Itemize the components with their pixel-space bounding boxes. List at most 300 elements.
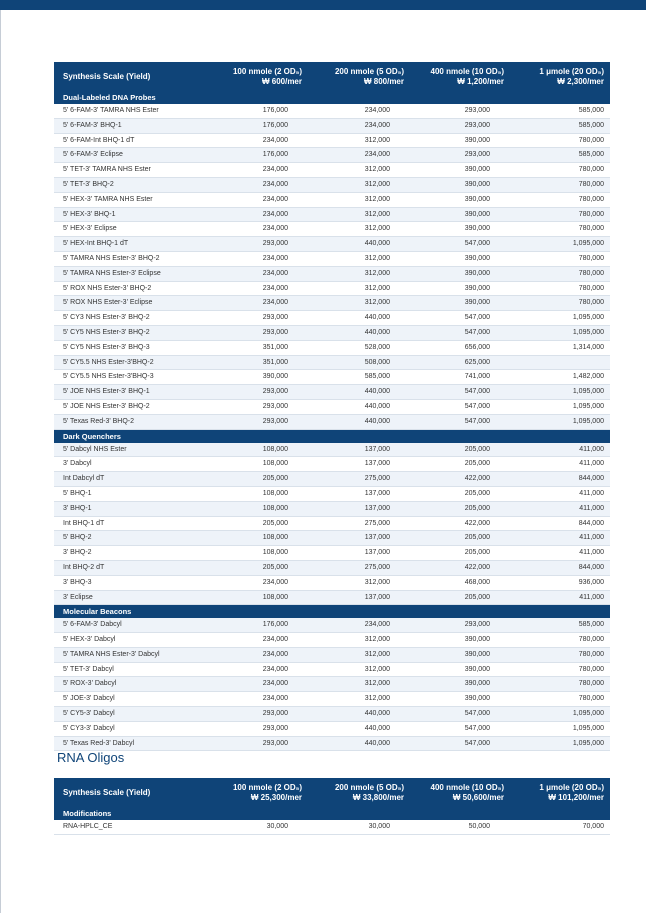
price-cell: 312,000 <box>308 692 410 707</box>
price-cell: 137,000 <box>308 531 410 546</box>
product-name-cell: 5' JOE NHS Ester-3' BHQ-2 <box>54 399 208 414</box>
price-cell: 780,000 <box>510 133 610 148</box>
price-cell: 411,000 <box>510 486 610 501</box>
table-row <box>54 486 610 501</box>
table-row <box>54 618 610 632</box>
price-cell: 293,000 <box>208 707 308 722</box>
price-cell: 234,000 <box>308 618 410 632</box>
header-price-label: ₩ 1,200/mer <box>457 76 504 86</box>
price-cell: 1,095,000 <box>510 414 610 429</box>
price-cell: 234,000 <box>208 677 308 692</box>
price-cell: 547,000 <box>410 385 510 400</box>
rna-oligos-heading: RNA Oligos <box>57 750 125 765</box>
price-cell: 234,000 <box>208 222 308 237</box>
header-price-label: ₩ 33,800/mer <box>352 792 404 802</box>
table-row <box>54 385 610 400</box>
price-cell: 585,000 <box>510 104 610 118</box>
price-cell: 390,000 <box>410 222 510 237</box>
product-name-cell: 3' Eclipse <box>54 590 208 605</box>
price-cell: 293,000 <box>410 104 510 118</box>
header-price-label: ₩ 50,600/mer <box>452 792 504 802</box>
table-row <box>54 104 610 118</box>
price-cell: 547,000 <box>410 414 510 429</box>
price-cell: 780,000 <box>510 281 610 296</box>
price-cell: 440,000 <box>308 736 410 751</box>
price-cell: 508,000 <box>308 355 410 370</box>
product-name-cell: 3' BHQ-2 <box>54 546 208 561</box>
price-cell: 293,000 <box>208 237 308 252</box>
price-cell: 205,000 <box>410 531 510 546</box>
price-cell: 312,000 <box>308 647 410 662</box>
header-100-nmole <box>208 62 308 91</box>
price-cell: 780,000 <box>510 192 610 207</box>
price-cell: 1,095,000 <box>510 721 610 736</box>
product-name-cell: Int BHQ-2 dT <box>54 560 208 575</box>
header-1-umole <box>510 62 610 91</box>
price-cell: 440,000 <box>308 414 410 429</box>
price-cell: 108,000 <box>208 531 308 546</box>
table-row <box>54 296 610 311</box>
price-cell: 137,000 <box>308 546 410 561</box>
price-cell: 411,000 <box>510 590 610 605</box>
price-cell: 312,000 <box>308 192 410 207</box>
price-cell: 390,000 <box>410 633 510 648</box>
product-name-cell: 5' Dabcyl NHS Ester <box>54 443 208 457</box>
price-cell: 137,000 <box>308 443 410 457</box>
product-name-cell: 3' BHQ-1 <box>54 501 208 516</box>
table-row <box>54 443 610 457</box>
dna-probe-price-table <box>54 62 610 751</box>
product-name-cell: 5' TET-3' TAMRA NHS Ester <box>54 163 208 178</box>
table-row <box>54 251 610 266</box>
price-cell: 411,000 <box>510 546 610 561</box>
product-name-cell: 3' BHQ-3 <box>54 575 208 590</box>
price-cell: 585,000 <box>308 370 410 385</box>
price-cell: 205,000 <box>208 560 308 575</box>
header-400-nmole <box>410 778 510 807</box>
price-cell: 293,000 <box>410 118 510 133</box>
price-cell: 1,314,000 <box>510 340 610 355</box>
price-cell: 1,095,000 <box>510 707 610 722</box>
price-cell: 137,000 <box>308 457 410 472</box>
price-cell: 234,000 <box>308 148 410 163</box>
table-row <box>54 707 610 722</box>
price-cell: 390,000 <box>410 266 510 281</box>
table-row <box>54 237 610 252</box>
product-name-cell: 5' 6-FAM-3' Eclipse <box>54 148 208 163</box>
rna-oligo-table-body <box>54 807 610 834</box>
table-row <box>54 662 610 677</box>
product-name-cell: 5' BHQ-2 <box>54 531 208 546</box>
price-cell: 293,000 <box>208 325 308 340</box>
price-cell: 205,000 <box>208 516 308 531</box>
product-name-cell: 5' CY3 NHS Ester-3' BHQ-2 <box>54 311 208 326</box>
table-row <box>54 177 610 192</box>
price-cell: 234,000 <box>208 133 308 148</box>
price-cell: 780,000 <box>510 266 610 281</box>
price-cell: 585,000 <box>510 618 610 632</box>
table-row <box>54 531 610 546</box>
price-cell: 390,000 <box>410 133 510 148</box>
price-cell: 547,000 <box>410 707 510 722</box>
section-header-row <box>54 429 610 443</box>
table-row <box>54 590 610 605</box>
price-cell: 108,000 <box>208 590 308 605</box>
table-row <box>54 647 610 662</box>
price-cell: 351,000 <box>208 355 308 370</box>
price-cell: 780,000 <box>510 207 610 222</box>
price-cell: 137,000 <box>308 590 410 605</box>
price-cell: 440,000 <box>308 237 410 252</box>
price-cell: 312,000 <box>308 633 410 648</box>
price-cell: 656,000 <box>410 340 510 355</box>
table-row <box>54 516 610 531</box>
price-cell: 293,000 <box>208 414 308 429</box>
price-cell: 440,000 <box>308 325 410 340</box>
product-name-cell: 5' Texas Red-3' Dabcyl <box>54 736 208 751</box>
table-row <box>54 633 610 648</box>
product-name-cell: 5' HEX-3' Eclipse <box>54 222 208 237</box>
section-title: Dark Quenchers <box>54 429 610 443</box>
price-cell: 390,000 <box>410 692 510 707</box>
header-scale-label: 200 nmole (5 OD₅) <box>334 66 404 76</box>
price-cell: 411,000 <box>510 501 610 516</box>
product-name-cell: 5' JOE NHS Ester-3' BHQ-1 <box>54 385 208 400</box>
price-cell: 293,000 <box>208 721 308 736</box>
price-cell: 390,000 <box>410 296 510 311</box>
table-row <box>54 721 610 736</box>
price-cell: 137,000 <box>308 501 410 516</box>
price-cell: 108,000 <box>208 457 308 472</box>
product-name-cell: 5' TAMRA NHS Ester-3' Eclipse <box>54 266 208 281</box>
price-cell: 205,000 <box>410 590 510 605</box>
header-scale-label: 100 nmole (2 OD₅) <box>232 66 302 76</box>
section-title: Modifications <box>54 807 610 820</box>
price-cell: 547,000 <box>410 237 510 252</box>
price-cell: 234,000 <box>208 207 308 222</box>
price-cell: 50,000 <box>410 820 510 834</box>
price-cell: 312,000 <box>308 222 410 237</box>
price-cell: 585,000 <box>510 148 610 163</box>
product-name-cell: 5' ROX NHS Ester-3' Eclipse <box>54 296 208 311</box>
price-cell: 440,000 <box>308 385 410 400</box>
price-cell: 293,000 <box>208 311 308 326</box>
table-row <box>54 457 610 472</box>
price-cell: 844,000 <box>510 516 610 531</box>
header-price-label: ₩ 800/mer <box>363 76 404 86</box>
price-cell: 741,000 <box>410 370 510 385</box>
price-cell: 780,000 <box>510 647 610 662</box>
price-cell: 234,000 <box>308 104 410 118</box>
header-scale-label: 200 nmole (5 OD₅) <box>334 782 404 792</box>
price-cell: 411,000 <box>510 457 610 472</box>
table-row <box>54 163 610 178</box>
price-cell: 312,000 <box>308 177 410 192</box>
product-name-cell: 5' Texas Red-3' BHQ-2 <box>54 414 208 429</box>
section-title: Molecular Beacons <box>54 605 610 619</box>
price-cell: 390,000 <box>410 662 510 677</box>
product-name-cell: 5' HEX-3' Dabcyl <box>54 633 208 648</box>
table-header-row <box>54 778 610 807</box>
price-cell: 176,000 <box>208 148 308 163</box>
price-cell: 440,000 <box>308 399 410 414</box>
product-name-cell: 5' BHQ-1 <box>54 486 208 501</box>
price-cell: 137,000 <box>308 486 410 501</box>
price-cell: 293,000 <box>208 736 308 751</box>
price-cell: 234,000 <box>208 266 308 281</box>
table-row <box>54 399 610 414</box>
price-cell: 312,000 <box>308 281 410 296</box>
price-cell: 275,000 <box>308 516 410 531</box>
product-name-cell: 5' CY5 NHS Ester-3' BHQ-2 <box>54 325 208 340</box>
price-cell: 312,000 <box>308 296 410 311</box>
price-cell: 234,000 <box>208 575 308 590</box>
product-name-cell: 3' Dabcyl <box>54 457 208 472</box>
price-cell: 440,000 <box>308 311 410 326</box>
price-cell: 547,000 <box>410 311 510 326</box>
price-cell: 844,000 <box>510 560 610 575</box>
price-cell: 234,000 <box>208 281 308 296</box>
table-row <box>54 546 610 561</box>
table-row <box>54 266 610 281</box>
price-cell: 234,000 <box>208 296 308 311</box>
price-cell: 780,000 <box>510 692 610 707</box>
price-cell: 234,000 <box>208 177 308 192</box>
price-cell: 390,000 <box>410 207 510 222</box>
table-header-row <box>54 62 610 91</box>
price-cell: 844,000 <box>510 472 610 487</box>
price-cell: 440,000 <box>308 707 410 722</box>
header-200-nmole <box>308 62 410 91</box>
price-cell: 176,000 <box>208 118 308 133</box>
price-cell: 547,000 <box>410 721 510 736</box>
price-cell: 1,482,000 <box>510 370 610 385</box>
price-cell: 30,000 <box>308 820 410 834</box>
price-cell: 234,000 <box>208 633 308 648</box>
price-cell: 1,095,000 <box>510 399 610 414</box>
product-name-cell: 5' CY5 NHS Ester-3' BHQ-3 <box>54 340 208 355</box>
product-name-cell: 5' TAMRA NHS Ester-3' Dabcyl <box>54 647 208 662</box>
header-200-nmole <box>308 778 410 807</box>
table-row <box>54 340 610 355</box>
header-scale-label: 1 μmole (20 OD₅) <box>539 66 604 76</box>
price-cell: 1,095,000 <box>510 325 610 340</box>
price-cell: 390,000 <box>410 647 510 662</box>
product-name-cell: 5' ROX-3' Dabcyl <box>54 677 208 692</box>
price-cell: 351,000 <box>208 340 308 355</box>
price-cell: 234,000 <box>208 662 308 677</box>
price-cell: 1,095,000 <box>510 736 610 751</box>
product-name-cell: Int BHQ-1 dT <box>54 516 208 531</box>
table-row <box>54 560 610 575</box>
price-cell: 312,000 <box>308 251 410 266</box>
price-cell: 780,000 <box>510 177 610 192</box>
price-cell: 1,095,000 <box>510 237 610 252</box>
price-cell: 312,000 <box>308 133 410 148</box>
table-row <box>54 207 610 222</box>
price-cell: 936,000 <box>510 575 610 590</box>
price-cell: 780,000 <box>510 633 610 648</box>
price-cell: 1,095,000 <box>510 311 610 326</box>
table-row <box>54 575 610 590</box>
section-header-row <box>54 91 610 104</box>
product-name-cell: 5' 6-FAM-3' Dabcyl <box>54 618 208 632</box>
header-scale-label: 100 nmole (2 OD₅) <box>232 782 302 792</box>
price-cell: 422,000 <box>410 516 510 531</box>
header-scale-label: 400 nmole (10 OD₅) <box>430 66 504 76</box>
price-cell: 205,000 <box>410 546 510 561</box>
price-cell: 312,000 <box>308 163 410 178</box>
price-cell: 625,000 <box>410 355 510 370</box>
price-cell: 312,000 <box>308 266 410 281</box>
price-cell: 547,000 <box>410 325 510 340</box>
price-cell: 108,000 <box>208 443 308 457</box>
price-cell: 234,000 <box>208 163 308 178</box>
header-scale-label: 400 nmole (10 OD₅) <box>430 782 504 792</box>
product-name-cell: 5' CY5.5 NHS Ester-3'BHQ-2 <box>54 355 208 370</box>
header-scale-label: 1 μmole (20 OD₅) <box>539 782 604 792</box>
table-row <box>54 736 610 751</box>
table-row <box>54 370 610 385</box>
table-row <box>54 133 610 148</box>
price-cell: 312,000 <box>308 677 410 692</box>
price-cell: 70,000 <box>510 820 610 834</box>
product-name-cell: 5' 6-FAM-3' TAMRA NHS Ester <box>54 104 208 118</box>
product-name-cell: 5' JOE-3' Dabcyl <box>54 692 208 707</box>
table-row <box>54 692 610 707</box>
header-100-nmole <box>208 778 308 807</box>
price-cell: 205,000 <box>410 486 510 501</box>
product-name-cell: 5' CY3-3' Dabcyl <box>54 721 208 736</box>
price-cell: 780,000 <box>510 222 610 237</box>
price-cell: 528,000 <box>308 340 410 355</box>
price-cell: 780,000 <box>510 662 610 677</box>
header-1-umole <box>510 778 610 807</box>
price-cell: 390,000 <box>410 192 510 207</box>
price-cell: 1,095,000 <box>510 385 610 400</box>
table-row <box>54 501 610 516</box>
price-cell: 411,000 <box>510 443 610 457</box>
price-cell: 275,000 <box>308 560 410 575</box>
price-cell: 390,000 <box>410 677 510 692</box>
price-cell: 205,000 <box>410 443 510 457</box>
price-cell: 440,000 <box>308 721 410 736</box>
price-cell: 780,000 <box>510 251 610 266</box>
page-edge-line <box>0 10 1 913</box>
product-name-cell: 5' TET-3' Dabcyl <box>54 662 208 677</box>
price-cell: 30,000 <box>208 820 308 834</box>
table-row <box>54 222 610 237</box>
table-row <box>54 192 610 207</box>
price-cell: 547,000 <box>410 399 510 414</box>
price-cell: 585,000 <box>510 118 610 133</box>
header-synthesis-scale: Synthesis Scale (Yield) <box>54 778 208 807</box>
price-cell: 780,000 <box>510 163 610 178</box>
price-cell: 293,000 <box>208 399 308 414</box>
price-cell: 234,000 <box>208 692 308 707</box>
header-price-label: ₩ 25,300/mer <box>250 792 302 802</box>
header-price-label: ₩ 101,200/mer <box>548 792 604 802</box>
price-cell: 234,000 <box>208 192 308 207</box>
header-400-nmole <box>410 62 510 91</box>
price-cell: 422,000 <box>410 472 510 487</box>
price-cell: 205,000 <box>410 501 510 516</box>
product-name-cell: 5' 6-FAM-Int BHQ-1 dT <box>54 133 208 148</box>
table-row <box>54 414 610 429</box>
price-cell: 234,000 <box>208 251 308 266</box>
price-cell: 422,000 <box>410 560 510 575</box>
price-cell: 390,000 <box>410 281 510 296</box>
header-price-label: ₩ 2,300/mer <box>557 76 604 86</box>
price-cell: 780,000 <box>510 677 610 692</box>
table-row <box>54 118 610 133</box>
table-row <box>54 325 610 340</box>
price-cell: 780,000 <box>510 296 610 311</box>
price-cell: 390,000 <box>208 370 308 385</box>
table-row <box>54 148 610 163</box>
price-cell: 108,000 <box>208 486 308 501</box>
table-row <box>54 677 610 692</box>
product-name-cell: 5' HEX-3' TAMRA NHS Ester <box>54 192 208 207</box>
price-cell: 108,000 <box>208 546 308 561</box>
price-cell: 234,000 <box>208 647 308 662</box>
price-cell <box>510 355 610 370</box>
price-cell: 312,000 <box>308 207 410 222</box>
table-row <box>54 820 610 834</box>
price-cell: 312,000 <box>308 575 410 590</box>
section-header-row <box>54 605 610 619</box>
product-name-cell: 5' TAMRA NHS Ester-3' BHQ-2 <box>54 251 208 266</box>
price-cell: 293,000 <box>410 618 510 632</box>
top-banner-bar <box>0 0 646 10</box>
price-cell: 205,000 <box>410 457 510 472</box>
product-name-cell: Int Dabcyl dT <box>54 472 208 487</box>
price-cell: 293,000 <box>208 385 308 400</box>
section-header-row <box>54 807 610 820</box>
price-cell: 108,000 <box>208 501 308 516</box>
price-cell: 390,000 <box>410 163 510 178</box>
price-cell: 390,000 <box>410 177 510 192</box>
price-cell: 275,000 <box>308 472 410 487</box>
header-synthesis-scale: Synthesis Scale (Yield) <box>54 62 208 91</box>
product-name-cell: 5' ROX NHS Ester-3' BHQ-2 <box>54 281 208 296</box>
product-name-cell: 5' TET-3' BHQ-2 <box>54 177 208 192</box>
price-cell: 205,000 <box>208 472 308 487</box>
product-name-cell: 5' CY5-3' Dabcyl <box>54 707 208 722</box>
price-cell: 547,000 <box>410 736 510 751</box>
price-cell: 176,000 <box>208 104 308 118</box>
product-name-cell: 5' HEX-3' BHQ-1 <box>54 207 208 222</box>
price-cell: 468,000 <box>410 575 510 590</box>
table-row <box>54 355 610 370</box>
price-cell: 293,000 <box>410 148 510 163</box>
table-row <box>54 281 610 296</box>
product-name-cell: 5' 6-FAM-3' BHQ-1 <box>54 118 208 133</box>
product-name-cell: RNA-HPLC_CE <box>54 820 208 834</box>
product-name-cell: 5' CY5.5 NHS Ester-3'BHQ-3 <box>54 370 208 385</box>
table-row <box>54 311 610 326</box>
price-cell: 411,000 <box>510 531 610 546</box>
price-cell: 176,000 <box>208 618 308 632</box>
section-title: Dual-Labeled DNA Probes <box>54 91 610 104</box>
dna-probe-table-body <box>54 91 610 751</box>
header-price-label: ₩ 600/mer <box>261 76 302 86</box>
price-cell: 234,000 <box>308 118 410 133</box>
table-row <box>54 472 610 487</box>
product-name-cell: 5' HEX-Int BHQ-1 dT <box>54 237 208 252</box>
rna-oligo-price-table <box>54 778 610 835</box>
price-cell: 312,000 <box>308 662 410 677</box>
